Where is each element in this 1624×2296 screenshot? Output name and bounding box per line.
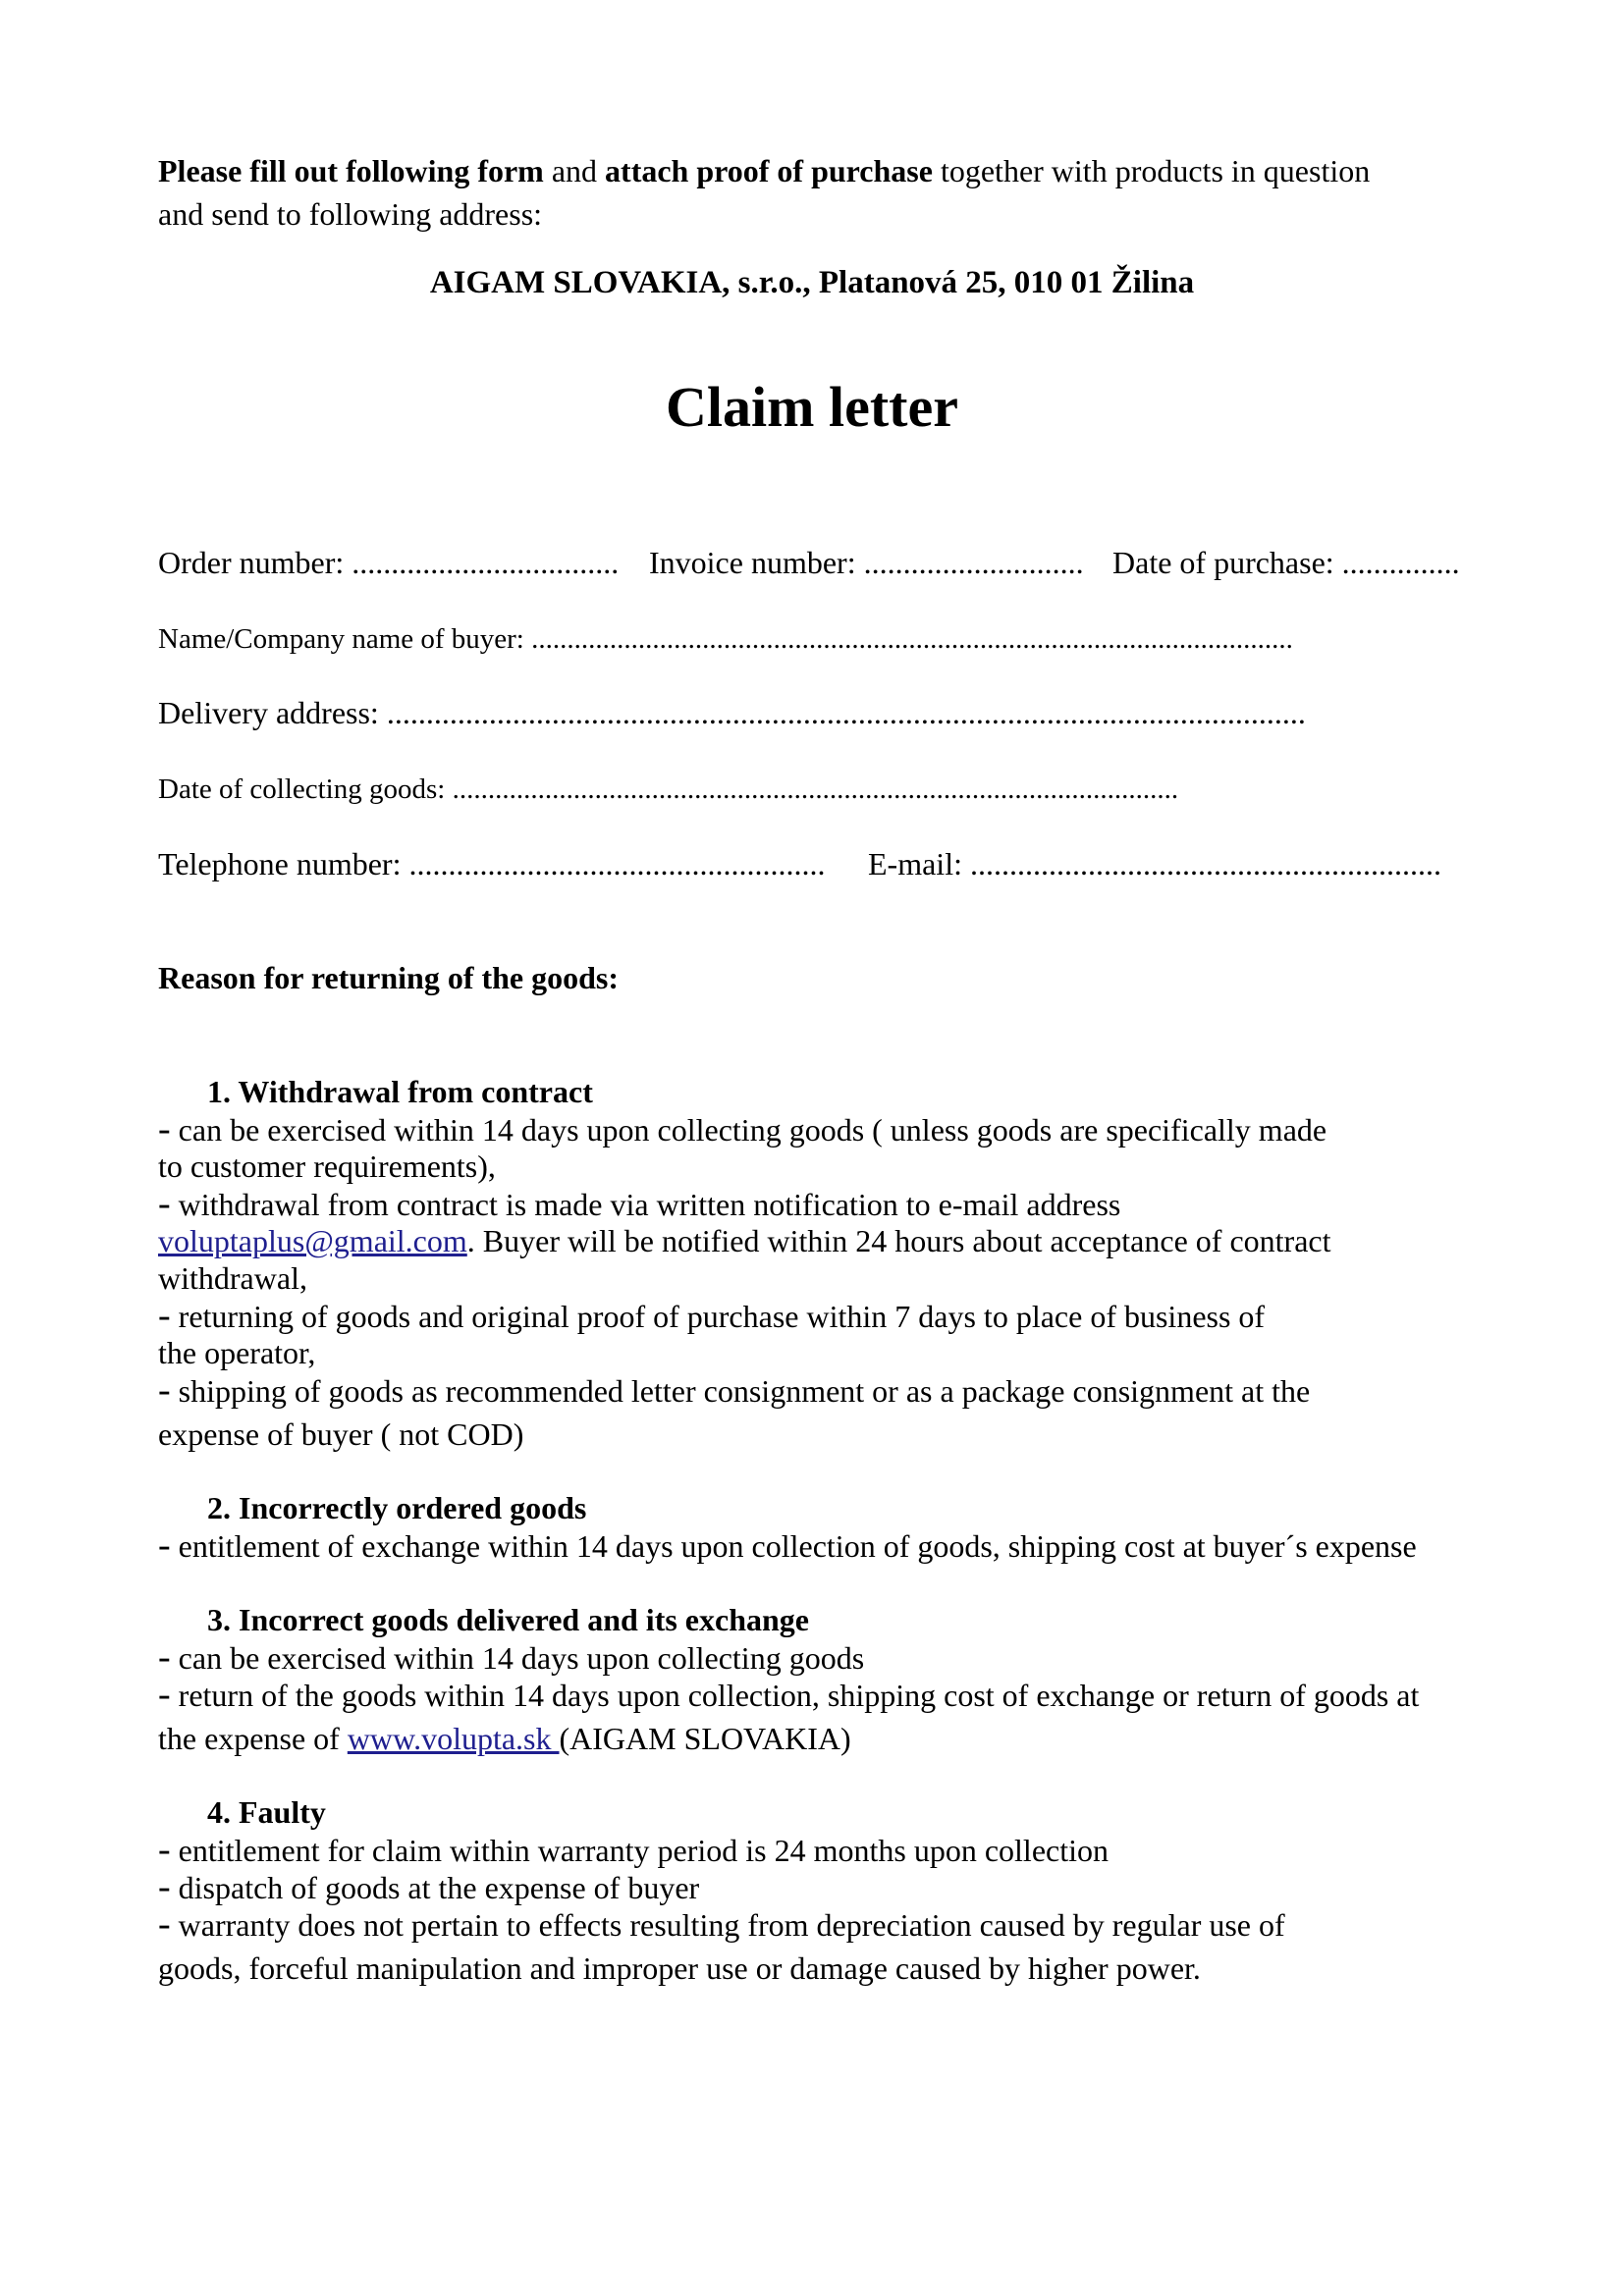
intro-bold-attach-proof: attach proof of purchase <box>605 153 933 188</box>
section-1-line-1 <box>158 1110 1326 1148</box>
section-1-line-5: withdrawal, <box>158 1260 307 1296</box>
company-address: AIGAM SLOVAKIA, s.r.o., Platanová 25, 010 01 Žilina <box>429 265 1195 300</box>
section-3-text-1: can be exercised within 14 days upon collecting goods <box>178 1640 865 1676</box>
bullet-dash: - <box>158 1866 171 1907</box>
bullet-dash: - <box>158 1674 171 1715</box>
section-1-text-4: . Buyer will be notified within 24 hours about acceptance of contract <box>466 1223 1331 1258</box>
order-number-field[interactable]: Order number: .................................. <box>158 545 620 580</box>
section-1-heading: 1. Withdrawal from contract <box>207 1074 593 1109</box>
bullet-dash: - <box>158 1108 171 1149</box>
bullet-dash: - <box>158 1369 171 1411</box>
email-field[interactable]: E-mail: ............................................................ <box>868 846 1441 881</box>
intro-line-2: and send to following address: <box>158 196 543 232</box>
section-2-text-1: entitlement of exchange within 14 days upon collection of goods, shipping cost at buyer´s expense <box>178 1528 1417 1564</box>
section-1-text-1: can be exercised within 14 days upon collecting goods ( unless goods are specifically made <box>178 1112 1327 1148</box>
section-4-line-4: goods, forceful manipulation and improper use or damage caused by higher power. <box>158 1950 1201 1986</box>
intro-bold-fill-form: Please fill out following form <box>158 153 544 188</box>
section-3-text-2: return of the goods within 14 days upon collection, shipping cost of exchange or return of goods at <box>178 1678 1420 1713</box>
bullet-dash: - <box>158 1636 171 1678</box>
section-1-text-8: shipping of goods as recommended letter consignment or as a package consignment at the <box>178 1373 1311 1409</box>
bullet-dash: - <box>158 1903 171 1945</box>
section-1-text-6: returning of goods and original proof of purchase within 7 days to place of business of <box>178 1299 1266 1334</box>
section-3-line-3 <box>158 1720 851 1757</box>
intro-text-and: and <box>543 153 606 188</box>
section-2-line-1 <box>158 1526 1417 1565</box>
section-1-line-2: to customer requirements), <box>158 1148 496 1184</box>
buyer-name-field[interactable]: Name/Company name of buyer: ........................................................................................................... <box>158 623 1293 655</box>
bullet-dash: - <box>158 1829 171 1870</box>
bullet-dash: - <box>158 1183 171 1224</box>
section-3-line-1 <box>158 1638 864 1677</box>
section-4-line-1 <box>158 1831 1109 1869</box>
delivery-address-field[interactable]: Delivery address: ..................................................................................................................... <box>158 695 1306 730</box>
section-3-text-3-post: (AIGAM SLOVAKIA) <box>559 1721 851 1756</box>
section-1-line-4 <box>158 1222 1330 1259</box>
section-1-line-7: the operator, <box>158 1335 316 1370</box>
date-of-purchase-field[interactable]: Date of purchase: ............... <box>1112 545 1460 580</box>
section-1-line-6 <box>158 1297 1265 1335</box>
page-title: Claim letter <box>666 375 958 439</box>
bullet-dash: - <box>158 1295 171 1336</box>
section-4-text-2: dispatch of goods at the expense of buyer <box>178 1870 700 1905</box>
date-of-collecting-field[interactable]: Date of collecting goods: ...................................................................................................... <box>158 774 1179 805</box>
website-link[interactable]: www.volupta.sk <box>347 1721 560 1756</box>
section-2-heading: 2. Incorrectly ordered goods <box>207 1490 587 1525</box>
intro-text-products: together with products in question <box>932 153 1371 188</box>
section-4-text-3: warranty does not pertain to effects resulting from depreciation caused by regular use of <box>178 1907 1285 1943</box>
section-1-line-9: expense of buyer ( not COD) <box>158 1416 524 1452</box>
telephone-field[interactable]: Telephone number: ..................................................... <box>158 846 826 881</box>
section-4-line-2 <box>158 1868 699 1906</box>
section-1-text-3: withdrawal from contract is made via written notification to e-mail address <box>178 1187 1121 1222</box>
section-1-line-8 <box>158 1371 1310 1410</box>
section-4-heading: 4. Faulty <box>207 1794 326 1830</box>
section-3-line-2 <box>158 1676 1419 1714</box>
bullet-dash: - <box>158 1524 171 1566</box>
section-3-heading: 3. Incorrect goods delivered and its exchange <box>207 1602 809 1637</box>
email-link[interactable]: voluptaplus@gmail.com <box>158 1223 467 1258</box>
section-4-line-3 <box>158 1905 1285 1944</box>
section-1-line-3 <box>158 1185 1120 1223</box>
reason-heading: Reason for returning of the goods: <box>158 960 620 995</box>
intro-line-1 <box>158 152 1370 189</box>
section-4-text-1: entitlement for claim within warranty period is 24 months upon collection <box>178 1833 1109 1868</box>
invoice-number-field[interactable]: Invoice number: ............................ <box>649 545 1084 580</box>
section-3-text-3: the expense of <box>158 1721 348 1756</box>
